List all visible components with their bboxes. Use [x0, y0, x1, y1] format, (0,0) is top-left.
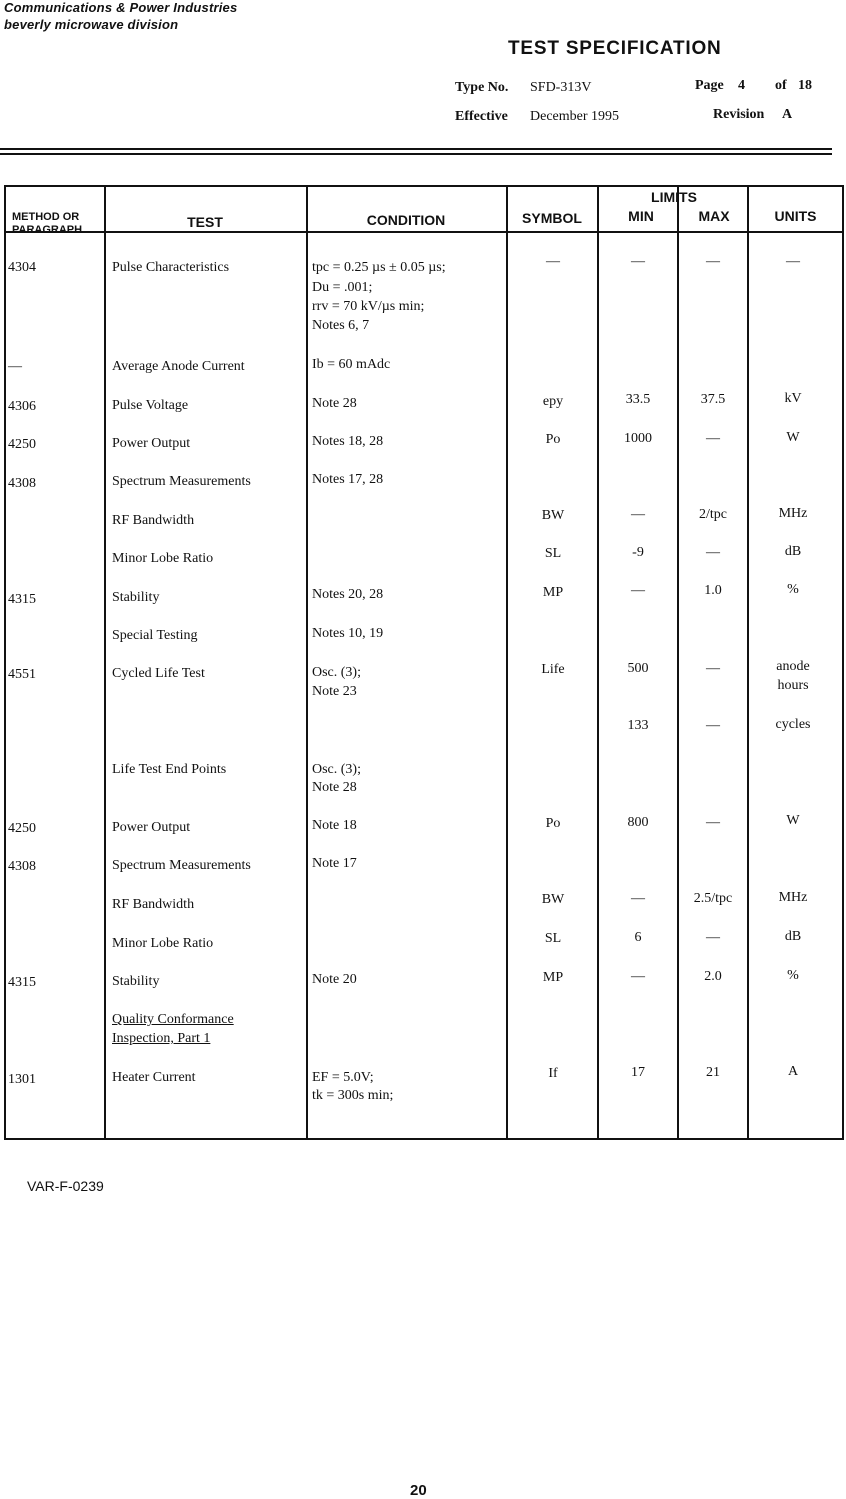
- row-units: anode: [776, 659, 810, 674]
- document-title: TEST SPECIFICATION: [508, 38, 722, 59]
- row-min: —: [631, 969, 645, 984]
- col-header-method: [12, 211, 82, 237]
- row-max: —: [706, 661, 720, 676]
- row-condition: Note 23: [312, 684, 357, 699]
- row-condition: Note 28: [312, 396, 357, 411]
- row-symbol: epy: [542, 394, 564, 409]
- row-symbol: MP: [542, 970, 564, 985]
- row-condition: rrv = 70 kV/µs min;: [312, 299, 425, 314]
- revision-label: Revision: [713, 107, 765, 122]
- col-header-method-line1: METHOD OR: [12, 211, 80, 223]
- row-test: Life Test End Points: [112, 762, 227, 777]
- page-number: 20: [410, 1482, 427, 1499]
- row-max: —: [706, 718, 720, 733]
- col-header-min: MIN: [628, 208, 654, 224]
- row-max: —: [706, 545, 720, 560]
- row-paragraph: 4315: [8, 592, 36, 607]
- col-header-units: UNITS: [774, 208, 817, 224]
- row-condition: Osc. (3);: [312, 665, 361, 680]
- row-paragraph: 1301: [8, 1072, 36, 1087]
- col-header-max: MAX: [698, 208, 730, 224]
- row-paragraph: 4250: [8, 821, 36, 836]
- row-test: Spectrum Measurements: [112, 474, 251, 489]
- page-label: Page: [695, 78, 724, 93]
- row-min: —: [631, 583, 645, 598]
- row-paragraph: 4304: [8, 260, 36, 275]
- row-test: RF Bandwidth: [112, 513, 195, 528]
- row-symbol: Po: [545, 816, 561, 831]
- row-min: 133: [627, 718, 649, 733]
- type-no-label: Type No.: [455, 80, 509, 95]
- row-condition: tk = 300s min;: [312, 1088, 394, 1103]
- company-name: Communications & Power Industries: [4, 0, 238, 15]
- row-symbol: SL: [544, 546, 562, 561]
- row-paragraph: 4315: [8, 975, 36, 990]
- effective-value: December 1995: [530, 109, 620, 124]
- row-symbol: —: [546, 254, 560, 269]
- row-paragraph: 4308: [8, 476, 36, 491]
- form-number: VAR-F-0239: [27, 1178, 104, 1194]
- row-test: Average Anode Current: [112, 359, 245, 374]
- row-test: Minor Lobe Ratio: [112, 936, 214, 951]
- col-divider-test: [306, 187, 308, 1138]
- row-min: 6: [634, 930, 642, 945]
- row-condition: Notes 18, 28: [312, 434, 384, 449]
- row-min: 17: [631, 1065, 645, 1080]
- row-min: —: [631, 254, 645, 269]
- of-label: of: [775, 78, 787, 93]
- row-test: Spectrum Measurements: [112, 858, 251, 873]
- of-value: 18: [798, 78, 812, 93]
- header-rule-top: [0, 148, 832, 150]
- row-min: 1000: [624, 431, 652, 446]
- row-symbol: If: [548, 1066, 558, 1081]
- row-min: 33.5: [625, 392, 651, 407]
- row-condition: tpc = 0.25 µs ± 0.05 µs;: [312, 260, 446, 275]
- row-test-heading: Quality Conformance Inspection, Part 1: [112, 1012, 234, 1046]
- row-paragraph: 4308: [8, 859, 36, 874]
- row-condition: Ib = 60 mAdc: [312, 357, 391, 372]
- row-units: hours: [777, 678, 809, 693]
- row-units: A: [787, 1064, 799, 1079]
- revision-value: A: [782, 107, 793, 122]
- row-units: W: [786, 813, 800, 828]
- row-test: Stability: [112, 590, 160, 605]
- effective-label: Effective: [455, 109, 508, 124]
- col-header-symbol: SYMBOL: [522, 210, 582, 226]
- row-condition: Note 18: [312, 818, 357, 833]
- row-units: cycles: [775, 717, 811, 732]
- row-test: Minor Lobe Ratio: [112, 551, 214, 566]
- row-paragraph: 4250: [8, 437, 36, 452]
- row-condition: Notes 17, 28: [312, 472, 384, 487]
- col-header-method-line2: PARAGRAPH: [12, 224, 83, 236]
- row-units: %: [787, 582, 799, 597]
- row-max: 2.0: [704, 969, 722, 984]
- row-condition: Notes 10, 19: [312, 626, 384, 641]
- col-header-test: TEST: [187, 214, 223, 230]
- col-header-condition: CONDITION: [366, 212, 446, 228]
- row-condition: EF = 5.0V;: [312, 1070, 374, 1085]
- row-test: RF Bandwidth: [112, 897, 195, 912]
- row-condition: Note 20: [312, 972, 357, 987]
- row-min: 800: [627, 815, 649, 830]
- col-header-limits: LIMITS: [651, 189, 697, 205]
- row-paragraph: 4551: [8, 667, 36, 682]
- header-rule-bottom: [0, 153, 832, 155]
- row-symbol: BW: [541, 508, 565, 523]
- row-units: —: [786, 254, 800, 269]
- col-divider-method: [104, 187, 106, 1138]
- row-min: 500: [627, 661, 649, 676]
- row-max: 2.5/tpc: [693, 891, 733, 906]
- row-test: Power Output: [112, 436, 191, 451]
- header-divider: [6, 231, 842, 233]
- row-units: MHz: [778, 890, 808, 905]
- division-name: beverly microwave division: [4, 17, 179, 32]
- row-condition: Notes 20, 28: [312, 587, 384, 602]
- row-max: —: [706, 431, 720, 446]
- row-test: Stability: [112, 974, 160, 989]
- row-symbol: MP: [542, 585, 564, 600]
- row-symbol: SL: [544, 931, 562, 946]
- row-test: Special Testing: [112, 628, 198, 643]
- row-units: MHz: [778, 506, 808, 521]
- row-min: —: [631, 891, 645, 906]
- row-test: Pulse Voltage: [112, 398, 189, 413]
- type-no-value: SFD-313V: [530, 80, 592, 95]
- row-units: kV: [784, 391, 802, 406]
- row-max: —: [706, 254, 720, 269]
- row-paragraph: —: [8, 359, 22, 374]
- row-max: 1.0: [704, 583, 722, 598]
- row-max: 37.5: [700, 392, 726, 407]
- row-symbol: BW: [541, 892, 565, 907]
- row-min: -9: [632, 545, 644, 560]
- row-condition: Osc. (3);: [312, 762, 361, 777]
- row-max: 2/tpc: [699, 507, 727, 522]
- row-paragraph: 4306: [8, 399, 36, 414]
- row-max: —: [706, 815, 720, 830]
- row-max: —: [706, 930, 720, 945]
- row-symbol: Life: [541, 662, 565, 677]
- row-units: dB: [784, 929, 802, 944]
- row-condition: Notes 6, 7: [312, 318, 370, 333]
- row-max: 21: [706, 1065, 720, 1080]
- row-test: Heater Current: [112, 1070, 196, 1085]
- row-units: W: [786, 430, 800, 445]
- row-units: dB: [784, 544, 802, 559]
- row-condition: Note 28: [312, 780, 357, 795]
- row-min: —: [631, 507, 645, 522]
- row-test: Power Output: [112, 820, 191, 835]
- row-test: Pulse Characteristics: [112, 260, 230, 275]
- row-condition: Du = .001;: [312, 280, 373, 295]
- row-symbol: Po: [545, 432, 561, 447]
- row-test: Cycled Life Test: [112, 666, 205, 681]
- row-units: %: [787, 968, 799, 983]
- page-value: 4: [738, 78, 745, 93]
- row-condition: Note 17: [312, 856, 357, 871]
